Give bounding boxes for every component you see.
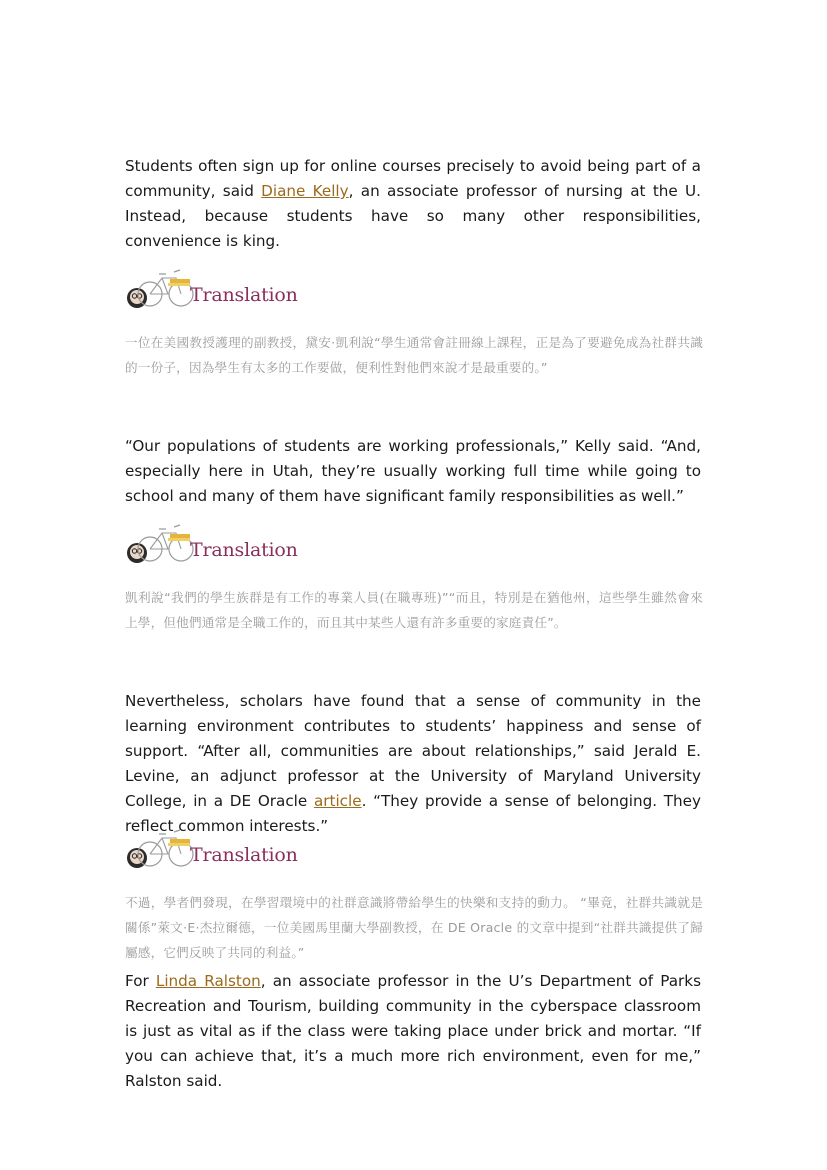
paragraph-chinese-3: 不過，學者們發現，在學習環境中的社群意識將帶給學生的快樂和支持的動力。 “畢竟，社群共識就是關係”萊文·E·杰拉爾德，一位美國馬里蘭大學副教授，在 DE Oracle 的文章中提到“社群共識提供了歸屬感，它們反映了共同的利益。” bbox=[125, 895, 703, 960]
diane-kelly-link[interactable]: Diane Kelly bbox=[261, 182, 349, 200]
paragraph-english-4: For Linda Ralston, an associate professor in the U’s Department of Parks Recreation and Tourism, building community in the cyberspace classroom is just as vital as if the class were taking place under brick and mortar. “If you can achieve that, it’s a much more rich environment, even for me,” Ralston said. bbox=[125, 972, 701, 1090]
paragraph-chinese-2: 凱利說“我們的學生族群是有工作的專業人員(在職專班)”“而且，特別是在猶他州，這些學生雖然會來上學，但他們通常是全職工作的，而且其中某些人還有許多重要的家庭責任”。 bbox=[125, 590, 703, 630]
translation-label: Translation bbox=[190, 844, 298, 866]
paragraph-chinese-1: 一位在美國教授護理的副教授，黛安·凱利說“學生通常會註冊線上課程，正是為了要避免成為社群共識的一份子，因為學生有太多的工作要做，便利性對他們來說才是最重要的。” bbox=[125, 335, 703, 375]
paragraph-english-1: Students often sign up for online courses precisely to avoid being part of a community, said Diane Kelly, an associate professor of nursing at the U. Instead, because students have so many other responsibilities, convenience is king. bbox=[125, 157, 701, 250]
translation-banner-1 bbox=[124, 266, 296, 316]
translation-label: Translation bbox=[190, 539, 298, 561]
translation-banner-2 bbox=[124, 521, 296, 571]
translation-label: Translation bbox=[190, 284, 298, 306]
paragraph-english-2: “Our populations of students are working professionals,” Kelly said. “And, especially here in Utah, they’re usually working full time while going to school and many of them have significant family responsibilities as well.” bbox=[125, 437, 701, 505]
translation-banner-3 bbox=[124, 826, 296, 876]
linda-ralston-link[interactable]: Linda Ralston bbox=[155, 972, 261, 990]
paragraph-english-3: Nevertheless, scholars have found that a sense of community in the learning environment contributes to students’ happiness and sense of support. “After all, communities are about relationships,” said Jerald E. Levine, an adjunct professor at the University of Maryland University College, in a DE Oracle article. “They provide a sense of belonging. They reflect common interests.” bbox=[125, 692, 701, 835]
article-link[interactable]: article bbox=[313, 792, 362, 810]
